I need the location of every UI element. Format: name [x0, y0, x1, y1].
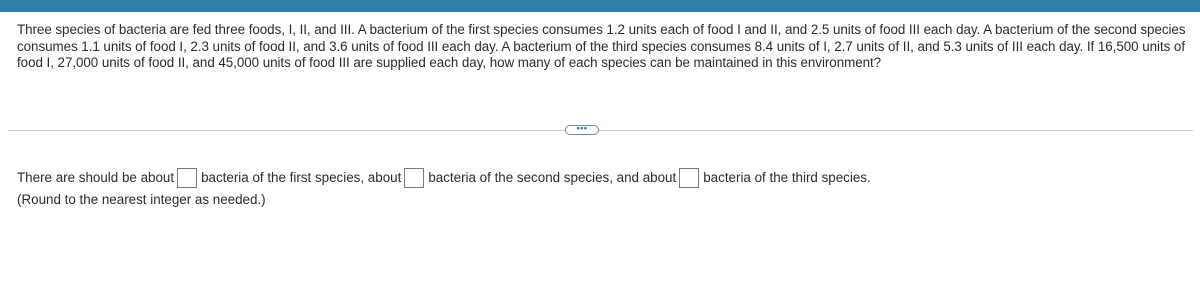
answer-sentence	[17, 167, 871, 189]
rounding-note: (Round to the nearest integer as needed.)	[17, 192, 266, 207]
answer-text-part4: bacteria of the third species.	[703, 170, 871, 185]
answer-text-part1: There are should be about	[17, 170, 175, 185]
answer-input-second-species[interactable]	[404, 168, 424, 188]
answer-text-part3: bacteria of the second species, and about	[428, 170, 677, 185]
question-text: Three species of bacteria are fed three foods, I, II, and III. A bacterium of the first species consumes 1.2 units each of food I and II, and 2.5 units of food III each day. A bacterium of the second species consumes 1.1 units of food I, 2.3 units of food II, and 3.6 units of food III each day. A bacterium of the third species consumes 8.4 units of I, 2.7 units of II, and 5.3 units of III each day. If 16,500 units of food I, 27,000 units of food II, and 45,000 units of food III are supplied each day, how many of each species can be maintained in this environment?	[17, 22, 1186, 70]
header-bar	[0, 0, 1200, 12]
answer-input-third-species[interactable]	[679, 168, 699, 188]
divider	[8, 130, 1193, 131]
answer-text-part2: bacteria of the first species, about	[201, 170, 402, 185]
answer-input-first-species[interactable]	[177, 168, 197, 188]
ellipsis-icon: •••	[576, 123, 588, 133]
expand-button[interactable]	[565, 125, 599, 135]
